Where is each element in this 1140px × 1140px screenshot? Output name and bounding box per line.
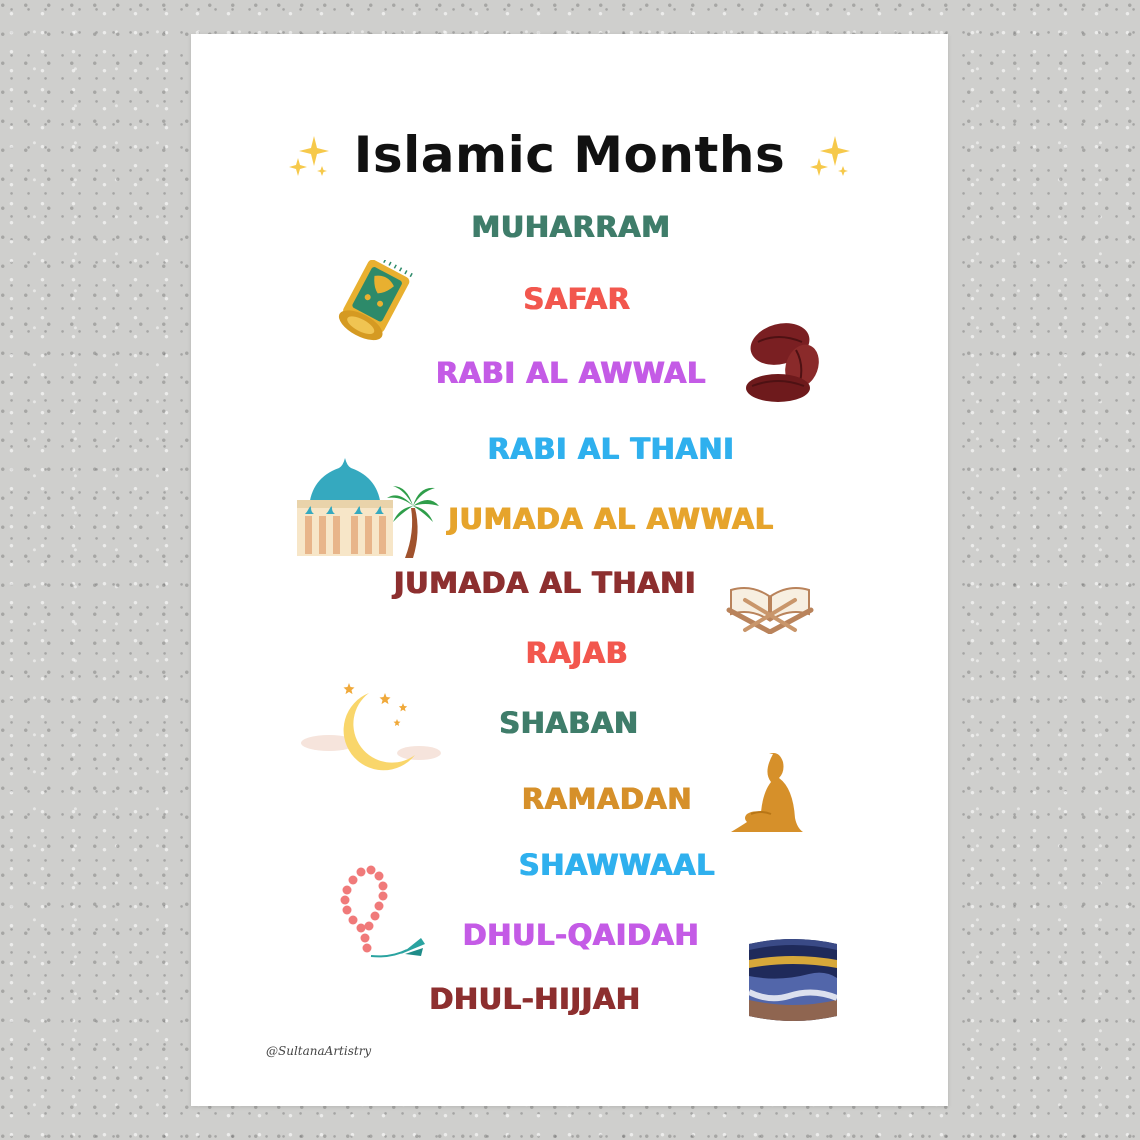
month-label: JUMADA AL THANI <box>393 566 697 600</box>
sparkles-icon <box>286 130 332 180</box>
month-label: JUMADA AL AWWAL <box>448 502 774 536</box>
month-label: RABI AL THANI <box>487 432 735 466</box>
month-label: SHABAN <box>499 706 639 740</box>
kaaba-icon <box>743 930 843 1030</box>
mosque-icon <box>295 454 395 558</box>
sparkles-icon <box>807 130 853 180</box>
palm-tree-icon <box>385 484 441 558</box>
page-title: Islamic Months <box>353 126 786 184</box>
month-label: SAFAR <box>523 282 631 316</box>
prayer-mat-icon <box>331 260 421 350</box>
month-label: RAJAB <box>525 636 629 670</box>
month-label: RABI AL AWWAL <box>435 356 707 390</box>
month-label: DHUL-QAIDAH <box>462 918 700 952</box>
praying-person-icon <box>729 748 809 838</box>
crescent-moon-icon <box>299 679 443 779</box>
dates-icon <box>744 314 830 410</box>
quran-icon <box>725 576 815 634</box>
month-label: SHAWWAAL <box>518 848 716 882</box>
month-label: DHUL-HIJJAH <box>429 982 641 1016</box>
artist-signature: @SultanaArtistry <box>266 1044 372 1058</box>
month-label: MUHARRAM <box>471 210 671 244</box>
poster-sheet <box>191 34 948 1106</box>
prayer-beads-icon <box>331 862 429 974</box>
month-label: RAMADAN <box>521 782 693 816</box>
title-row <box>191 126 948 184</box>
